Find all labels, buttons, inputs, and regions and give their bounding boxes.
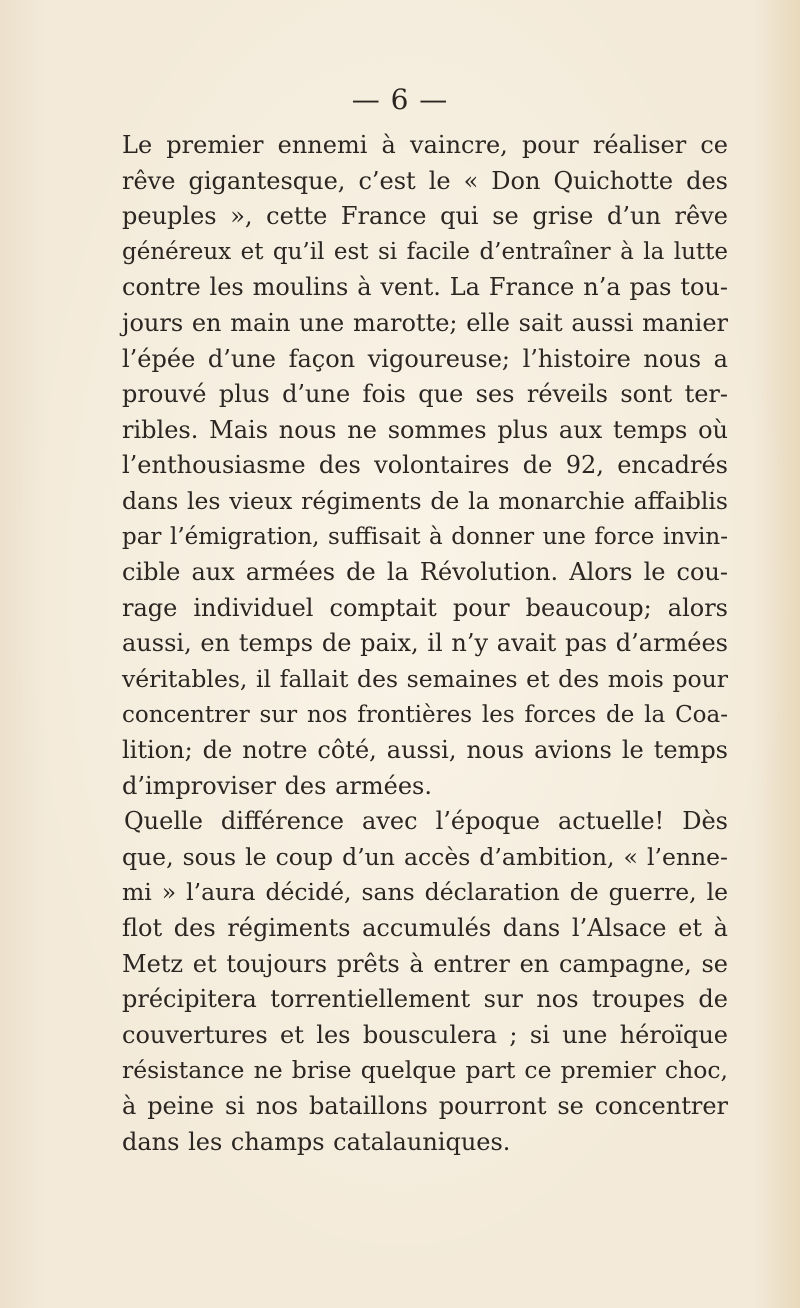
text-line: par l’émigration, suffisait à donner une force invin- (122, 523, 728, 550)
text-line: l’épée d’une façon vigoureuse; l’histoire nous a (122, 344, 728, 373)
text-line: peuples », cette France qui se grise d’un rêve (122, 202, 728, 231)
text-line: lition; de notre côté, aussi, nous avions le temps (122, 736, 728, 765)
text-line: généreux et qu’il est si facile d’entraîner à la lutte (122, 238, 728, 265)
text-line: rêve gigantesque, c’est le « Don Quichotte des (122, 166, 728, 195)
page-number: — 6 — (351, 83, 449, 116)
text-line: rage individuel comptait pour beaucoup; alors (122, 593, 728, 622)
text-line: flot des régiments accumulés dans l’Alsace et à (122, 914, 728, 943)
text-line: contre les moulins à vent. La France n’a pas tou- (122, 273, 728, 302)
text-line: jours en main une marotte; elle sait aussi manier (122, 308, 728, 337)
text-line: Metz et toujours prêts à entrer en campagne, se (122, 949, 728, 978)
text-line: concentrer sur nos frontières les forces de la Coa- (122, 701, 728, 728)
text-line: résistance ne brise quelque part ce premier choc, (122, 1056, 728, 1085)
text-line: aussi, en temps de paix, il n’y avait pas d’armées (122, 629, 728, 658)
body-text (122, 128, 728, 1160)
text-line: mi » l’aura décidé, sans déclaration de guerre, le (122, 878, 728, 907)
text-line: l’enthousiasme des volontaires de 92, encadrés (122, 451, 728, 480)
text-line: cible aux armées de la Révolution. Alors le cou- (122, 558, 728, 587)
text-line: dans les champs catalauniques. (122, 1127, 511, 1156)
text-line: d’improviser des armées. (122, 771, 432, 800)
text-line: que, sous le coup d’un accès d’ambition, « l’enne- (122, 842, 728, 871)
text-line: Le premier ennemi à vaincre, pour réaliser ce (122, 131, 728, 159)
text-line: prouvé plus d’une fois que ses réveils sont ter- (122, 380, 728, 409)
text-line: précipitera torrentiellement sur nos troupes de (122, 985, 728, 1014)
text-line: couvertures et les bousculera ; si une héroïque (122, 1020, 728, 1049)
text-line: à peine si nos bataillons pourront se concentrer (122, 1092, 728, 1121)
text-line: Quelle différence avec l’époque actuelle! Dès (124, 807, 728, 836)
text-line: véritables, il fallait des semaines et des mois pour (122, 664, 728, 693)
text-line: dans les vieux régiments de la monarchie affaiblis (122, 486, 728, 515)
text-line: ribles. Mais nous ne sommes plus aux temps où (122, 415, 728, 444)
